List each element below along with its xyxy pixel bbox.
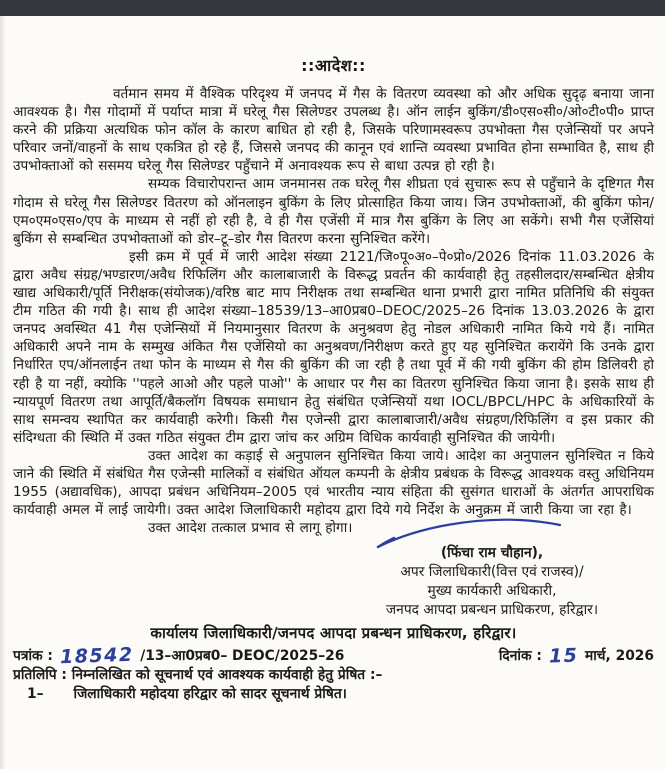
copy-to-item-1-index: 1– — [27, 685, 44, 702]
signatory-designation-2: मुख्य कार्यकारी अधिकारी, — [427, 582, 557, 599]
order-paragraph-3: इसी क्रम में पूर्व में जारी आदेश संख्या 2121/जि०पू०अ०–पे०प्रो०/2026 दिनांक 11.03.2026 के द्वारा अवैध संग्रह/भण्डारण/अवैध रिफिलिंग और कालाबाजारी के विरूद्ध प्रवर्तन की कार्यवाही हेतु तहसीलदार/सम्बन्धित क्षेत्रीय खाद्य अधिकारी/पूर्ति निरीक्षक(संयोजक)/वरिष्ठ बाट माप निरीक्षक तथा सम्बन्धित थाना प्रभारी द्वारा नामित प्रतिनिधि की संयुक्त टीम गठित की गयी है। साथ ही आदेश संख्या–18539/13–आ0प्रब0–DEOC/2025–26 दिनांक 13.03.2026 के द्वारा जनपद अवस्थित 41 गैस एजेन्सियों में नियमानुसार वितरण के अनुश्रवण हेतु नोडल अधिकारी नामित किये गये हैं। नामित अधिकारी अपने नाम के सम्मुख अंकित गैस एजेंसियो का अनुश्रवण/निरीक्षण करते हुए यह सुनिश्चित करायेंगे कि उनके द्वारा निर्धारित एप/ऑनलाईन तथा फोन के माध्यम से गैस की बुकिंग की जा रही है तथा पूर्व में की गयी बुकिंग की होम डिलिवरी हो रही है या नहीं, क्योकि ''पहले आओ और पहले पाओ'' के आधार पर गैस का वितरण सुनिश्चित किया जाना है। इसके साथ ही न्यायपूर्ण वितरण तथा आपूर्ति/बैकलॉग विषयक समाधान हेतु संबंधित एजेन्सियों यथा IOCL/BPCL/HPC के अधिकारियों के साथ समन्वय स्थापित कर कार्यवाही करेगी। किसी गैस एजेन्सी द्वारा कालाबाजारी/अवैध संग्रहण/रिफिलिंग व इस प्रकार की संदिग्धता की स्थिति में उक्त गठित संयुक्त टीम द्वारा जांच कर अग्रिम विधिक कार्यवाही सुनिश्चित की जायेगी। — [13, 248, 654, 446]
letter-number-row — [13, 643, 654, 668]
signatory-name: (फिंचा राम चौहान), — [440, 545, 544, 562]
order-title: ::आदेश:: — [301, 56, 366, 75]
signatory-designation-1: अपर जिलाधिकारी(वित्त एवं राजस्व)/ — [400, 564, 584, 581]
order-paragraph-5: उक्त आदेश तत्काल प्रभाव से लागू होगा। — [148, 520, 353, 537]
signatory-designation-3: जनपद आपदा प्रबन्धन प्राधिकरण, हरिद्वार। — [385, 601, 599, 618]
letter-date — [499, 646, 654, 666]
order-paragraph-4: उक्त आदेश का कड़ाई से अनुपालन सुनिश्चित किया जाये। आदेश का अनुपालन सुनिश्चित न किये जाने की स्थिति में संबंधित गैस एजेन्सी मालिकों व संबंधित ऑयल कम्पनी के क्षेत्रीय प्रबंधक के विरूद्ध आवश्यक वस्तु अधिनियम 1955 (अद्यावधिक), आपदा प्रबंधन अधिनियम–2005 एवं भारतीय न्याय संहिता की सुसंगत धाराओं के अंतर्गत आपराधिक कार्यवाही अमल में लाई जायेगी। उक्त आदेश जिलाधिकारी महोदय द्वारा दिये गये निर्देश के अनुक्रम में जारी किया जा रहा है। — [13, 447, 654, 519]
order-paragraph-1: वर्तमान समय में वैश्विक परिदृश्य में जनपद में गैस के वितरण व्यवस्था को और अधिक सुदृढ़ बनाया जाना आवश्यक है। गैस गोदामों में पर्याप्त मात्रा में घरेलू गैस सिलेण्डर उपलब्ध है। ऑन लाईन बुकिंग/डी०एस०सी०/ओ०टी०पी० प्राप्त करने की प्रक्रिया अत्यधिक फोन कॉल के कारण बाधित हो रही है, जिसके परिणामस्वरूप उपभोक्ता गैस एजेन्सियों पर अपने परिवार जनों/वाहनों के साथ एकत्रित हो रहे हैं, जिससे जनपद की कानून एवं शान्ति व्यवस्था प्रभावित होना सम्भावित है, साथ ही उपभोक्ताओं को ससमय घरेलू गैस सिलेण्डर पहुँचाने में अनावश्यक रूप से बाधा उत्पन्न हो रही है। — [13, 86, 654, 175]
letter-number — [13, 643, 345, 668]
letter-date-handwritten: 15 — [548, 644, 579, 668]
copy-to-item-1-text: जिलाधिकारी महोदया हरिद्वार को सादर सूचनार्थ प्रेषित। — [73, 685, 347, 702]
office-heading: कार्यालय जिलाधिकारी/जनपद आपदा प्रबन्धन प्राधिकरण, हरिद्वार। — [150, 623, 517, 642]
order-document — [0, 16, 665, 704]
letter-date-label: दिनांक : — [498, 647, 542, 664]
signature-block — [342, 544, 642, 619]
letter-number-handwritten: 18542 — [59, 643, 134, 668]
scan-artifact-bar — [0, 0, 665, 16]
copy-to-item-1 — [13, 685, 654, 704]
letter-number-printed: /13–आ0प्रब0– DEOC/2025–26 — [140, 647, 345, 664]
order-paragraph-2: सम्यक विचारोपरान्त आम जनमानस तक घरेलू गैस शीघ्रता एवं सुचारू रूप से पहुँचाने के दृष्टिगत गैस गोदाम से घरेलू गैस सिलेण्डर वितरण को ऑनलाइन बुकिंग के लिए प्रोत्साहित किया जाय। जिन उपभोक्ताओं, की बुकिंग फोन/एम०एम०एस०/एप के माध्यम से नहीं हो रही है, वे ही गैस एजेंसी में मात्र गैस बुकिंग के लिए आ सकेंगे। सभी गैस एजेंसियां बुकिंग से सम्बन्धित उपभोक्ताओं को डोर–टू–डोर गैस वितरण करना सुनिश्चित करेंगे। — [13, 176, 654, 247]
signature-stroke-icon — [370, 514, 570, 554]
letter-date-printed: मार्च, 2026 — [584, 647, 654, 664]
copy-to-heading: प्रतिलिपि : निम्नलिखित को सूचनार्थ एवं आवश्यक कार्यवाही हेतु प्रेषित :– — [13, 666, 383, 683]
letter-number-label: पत्रांक : — [13, 647, 53, 664]
